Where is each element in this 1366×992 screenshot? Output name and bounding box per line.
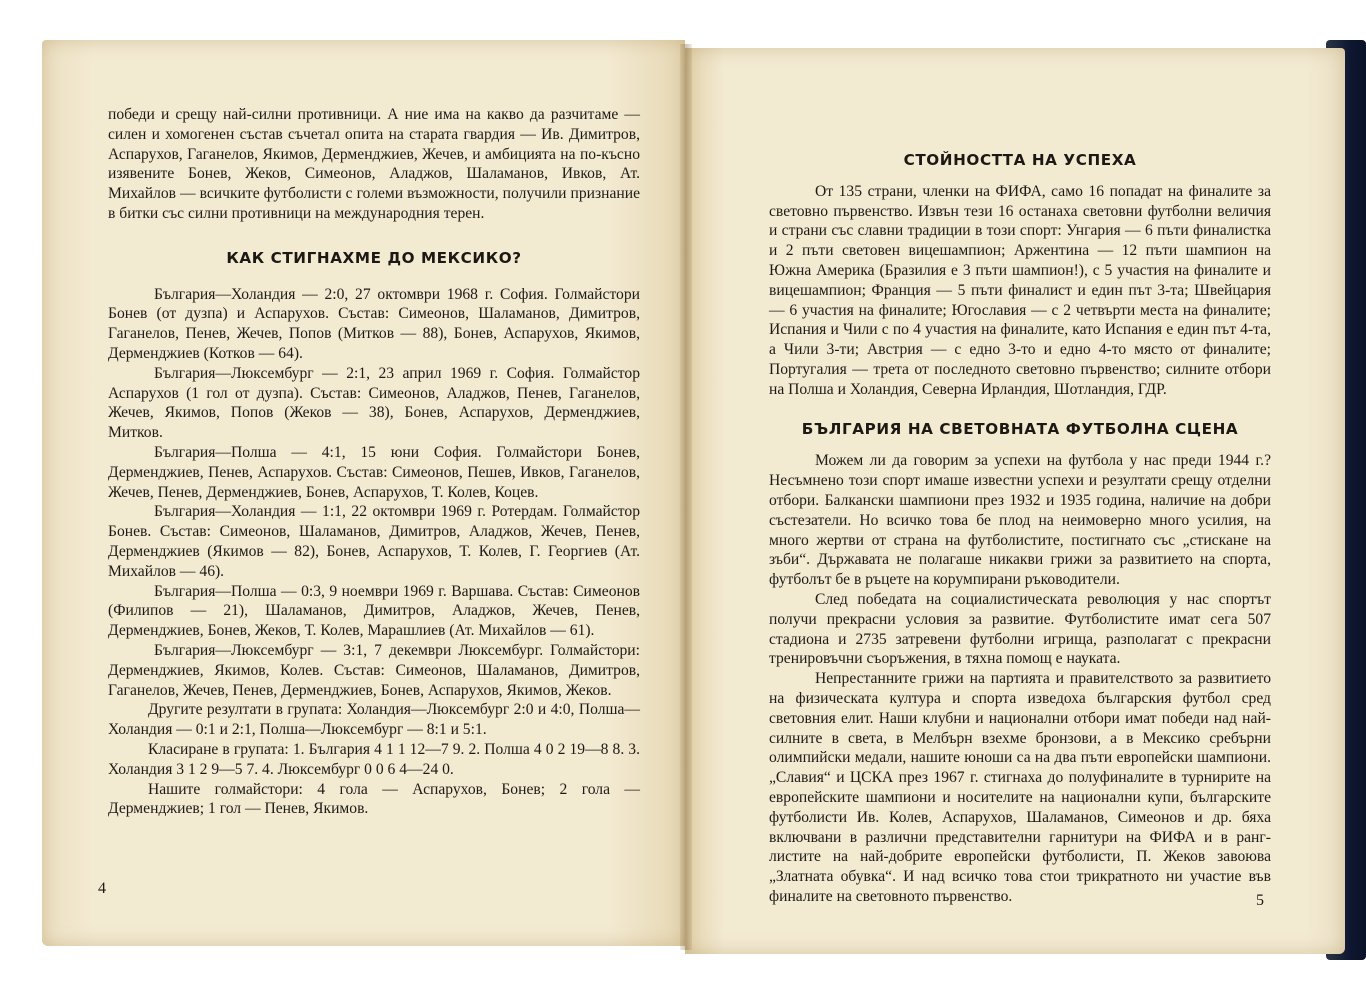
match-paragraph: България—Холандия — 2:0, 27 октомври 1968 г. София. Голмайстори Бонев (от дузпа) и Аспарухов. Състав: Симеонов, Шаламанов, Димитров, Гаганелов, Пенев, Жечев, Попов (Митков — 88), Бонев, Аспарухов, Якимов, Дерменджиев (Котков — 64).: [108, 285, 640, 362]
match-paragraph: България—Люксембург — 3:1, 7 декември Люксембург. Голмайстори: Дерменджиев, Якимов, Колев. Състав: Симеонов, Шаламанов, Димитров, Гаганелов, Жечев, Пенев, Дерменджиев, Бонев, Аспарухов, Якимов, Жеков.: [108, 641, 640, 699]
section-heading-bulgaria-world-stage: БЪЛГАРИЯ НА СВЕТОВНАТА ФУТБОЛНА СЦЕНА: [801, 419, 1239, 438]
development-paragraph: След победата на социалистическата революция у нас спортът получи прекрасни условия за развитие. Футболистите имат сега 507 стадиона и 2735 затревени футболни игрища, разполагат с прекрасни тренировъчни съоръжения, в тяхна помощ е науката.: [769, 590, 1271, 668]
left-page-text: [108, 105, 640, 819]
page-number-left: 4: [98, 880, 106, 897]
standings-paragraph: Класиране в групата: 1. България 4 1 1 12—7 9. 2. Полша 4 0 2 19—8 8. 3. Холандия 3 1 2 9—5 7. 4. Люксембург 0 0 6 4—24 0.: [108, 740, 640, 778]
history-paragraph: Можем ли да говорим за успехи на футбола у нас преди 1944 г.? Несъмнено този спорт имаше известни успехи и резултати срещу отделни отбори. Балкански шампиони през 1932 и 1935 година, наличие на добри състезатели. Но всичко това бе плод на неимоверно много усилия, на много жертви от страна на футболистите, постигнато със „стискане на зъби“. Държавата не полагаше никакви грижи за развитието на спорта, футболът бе в ръцете на корумпирани ръководители.: [769, 452, 1271, 589]
match-paragraph: България—Полша — 4:1, 15 юни София. Голмайстори Бонев, Дерменджиев, Пенев, Аспарухов. Състав: Симеонов, Пешев, Ивков, Гаганелов, Жечев, Пенев, Дерменджиев, Бонев, Аспарухов, Т. Колев, Коцев.: [108, 443, 640, 501]
book-gutter: [680, 44, 692, 950]
page-number-right: 5: [1256, 892, 1264, 909]
match-paragraph: България—Люксембург — 2:1, 23 април 1969 г. София. Голмайстор Аспарухов (1 гол от дузпа). Състав: Симеонов, Аладжов, Пенев, Гаганелов, Жечев, Якимов, Попов (Жеков — 38), Бонев, Аспарухов, Дерменджиев, Митков.: [108, 364, 640, 442]
match-paragraph: България—Холандия — 1:1, 22 октомври 1969 г. Ротердам. Голмайстор Бонев. Състав: Симеонов, Шаламанов, Димитров, Аладжов, Жечев, Пенев, Дерменджиев (Якимов — 82), Бонев, Аспарухов, Т. Колев, Г. Георгиев (Ат. Михайлов — 46).: [108, 503, 640, 580]
section-heading-mexico: КАК СТИГНАХМЕ ДО МЕКСИКО?: [226, 248, 522, 267]
scorers-paragraph: Нашите голмайстори: 4 гола — Аспарухов, Бонев; 2 гола — Дерменджиев; 1 гол — Пенев, Якимов.: [108, 780, 640, 818]
other-results-paragraph: Другите резултати в групата: Холандия—Люксембург 2:0 и 4:0, Полша—Холандия — 0:1 и 2:1, Полша—Люксембург — 8:1 и 5:1.: [108, 701, 640, 739]
right-page-text: [769, 151, 1271, 907]
achievements-paragraph: Непрестанните грижи на партията и правителството за развитието на физическата култура и спорта изведоха българския футбол сред световния елит. Наши клубни и национални отбори имат победи над най-силните в света, в Мелбърн взехме бронзови, а в Мексико сребърни олимпийски медали, нашите юноши са на два пъти европейски шампиони. „Славия“ и ЦСКА през 1967 г. стигнаха до полуфиналите в турнирите на европейските шампиони и носителите на национални купи, българските футболисти Ив. Колев, Аспарухов, Шаламанов, Симеонов и др. бяха включвани в различни представителни гарнитури на ФИФА и в ранг-листите на най-добрите европейски футболисти, П. Жеков завоюва „Златната обувка“. И над всичко това стои трикратното ни участие във финалите на световното първенство.: [769, 670, 1271, 905]
success-paragraph: От 135 страни, членки на ФИФА, само 16 попадат на финалите за световно първенство. Извън тези 16 останаха световни футболни величия и страни със славни традиции в този спорт: Унгария — 6 пъти финалистка и 2 пъти световен вицешампион; Аржентина — 12 пъти шампион на Южна Америка (Бразилия е 3 пъти шампион!), с 5 участия на финалите и вицешампион; Франция — 5 пъти финалист и един път 3-та; Швейцария — 6 участия на финалите; Югославия — с 2 четвърти места на финалите; Испания и Чили с по 4 участия на финалите, като Испания е един път 4-та, а Чили 3-ти; Австрия — с едно 3-то и едно 4-то място от финалите; Португалия — трета от последното световно първенство; силните отбори на Полша и Холандия, Северна Ирландия, Шотландия, ГДР.: [769, 182, 1271, 398]
section-heading-value-of-success: СТОЙНОСТТА НА УСПЕХА: [903, 151, 1137, 169]
match-paragraph: България—Полша — 0:3, 9 ноември 1969 г. Варшава. Състав: Симеонов (Филипов — 21), Шаламанов, Димитров, Аладжов, Жечев, Пенев, Дерменджиев, Бонев, Жеков, Т. Колев, Марашлиев (Ат. Михайлов — 61).: [108, 582, 640, 640]
intro-paragraph: победи и срещу най-силни противници. А ние има на какво да разчитаме — силен и хомогенен състав съчетал опита на старата гвардия — Ив. Димитров, Аспарухов, Гаганелов, Якимов, Дерменджиев, Жечев, и амбицията на по-късно изявените Бонев, Жеков, Симеонов, Аладжов, Шаламанов, Ивков, Ат. Михайлов — всичките футболисти с големи възможности, получили признание в битки със силни противници на международния терен.: [108, 106, 640, 222]
